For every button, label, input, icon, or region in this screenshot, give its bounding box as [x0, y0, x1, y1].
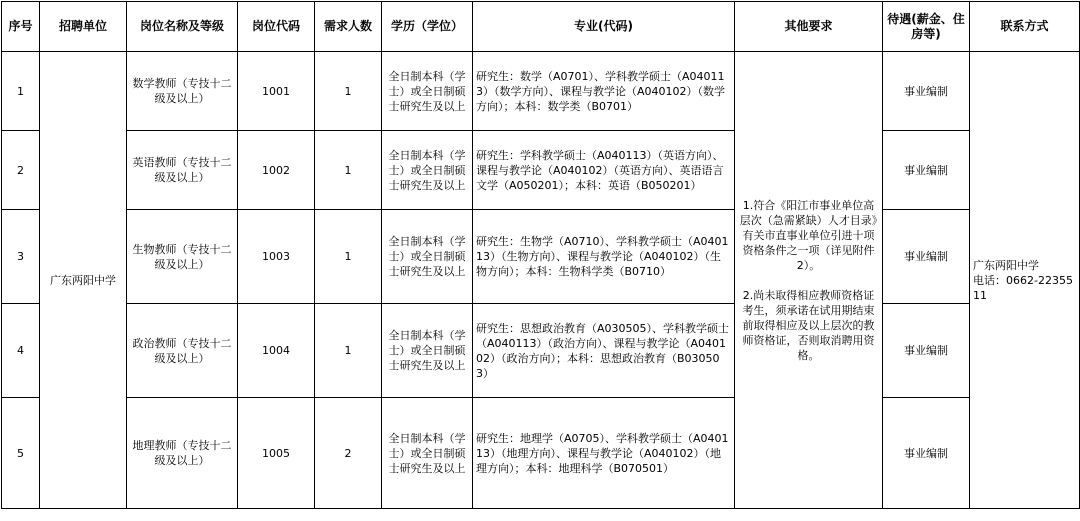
benefit-cell: 事业编制 [883, 210, 970, 304]
header-position: 岗位名称及等级 [127, 2, 238, 52]
count-cell: 1 [315, 52, 382, 131]
other-requirements-cell: 1.符合《阳江市事业单位高层次（急需紧缺）人才目录》有关市直事业单位引进十项资格条件之一项（详见附件2）。 2.尚未取得相应教师资格证考生，须承诺在试用期结束前取得相应及以上层次的教师资格证，否则取消聘用资格。 [735, 52, 883, 509]
benefit-cell: 事业编制 [883, 52, 970, 131]
code-cell: 1005 [238, 398, 315, 509]
header-unit: 招聘单位 [40, 2, 127, 52]
count-cell: 1 [315, 304, 382, 398]
table-row [2, 52, 1080, 131]
table-row [2, 131, 1080, 210]
contact-cell: 广东两阳中学 电话：0662-2235511 [970, 52, 1080, 509]
row-no: 4 [2, 304, 40, 398]
header-other: 其他要求 [735, 2, 883, 52]
header-row [2, 2, 1080, 52]
education-cell: 全日制本科（学士）或全日制硕士研究生及以上 [382, 398, 473, 509]
recruitment-table [1, 1, 1080, 509]
major-cell: 研究生：思想政治教育（A030505）、学科教学硕士（A040113）（政治方向）、课程与教学论（A040102）（政治方向）；本科：思想政治教育（B030503） [473, 304, 735, 398]
position-cell: 政治教师（专技十二级及以上） [127, 304, 238, 398]
benefit-cell: 事业编制 [883, 131, 970, 210]
code-cell: 1004 [238, 304, 315, 398]
row-no: 3 [2, 210, 40, 304]
table-row [2, 304, 1080, 398]
education-cell: 全日制本科（学士）或全日制硕士研究生及以上 [382, 304, 473, 398]
count-cell: 1 [315, 210, 382, 304]
header-code: 岗位代码 [238, 2, 315, 52]
header-no: 序号 [2, 2, 40, 52]
major-cell: 研究生：数学（A0701）、学科教学硕士（A040113）（数学方向）、课程与教学论（A040102）（数学方向）；本科：数学类（B0701） [473, 52, 735, 131]
education-cell: 全日制本科（学士）或全日制硕士研究生及以上 [382, 210, 473, 304]
header-major: 专业(代码) [473, 2, 735, 52]
header-benefit: 待遇(薪金、住房等) [883, 2, 970, 52]
position-cell: 英语教师（专技十二级及以上） [127, 131, 238, 210]
education-cell: 全日制本科（学士）或全日制硕士研究生及以上 [382, 52, 473, 131]
count-cell: 1 [315, 131, 382, 210]
code-cell: 1003 [238, 210, 315, 304]
row-no: 5 [2, 398, 40, 509]
table-row [2, 398, 1080, 509]
header-count: 需求人数 [315, 2, 382, 52]
count-cell: 2 [315, 398, 382, 509]
major-cell: 研究生：地理学（A0705）、学科教学硕士（A040113）（地理方向）、课程与教学论（A040102）（地理方向）；本科：地理科学（B070501） [473, 398, 735, 509]
row-no: 2 [2, 131, 40, 210]
code-cell: 1002 [238, 131, 315, 210]
code-cell: 1001 [238, 52, 315, 131]
position-cell: 数学教师（专技十二级及以上） [127, 52, 238, 131]
unit-cell: 广东两阳中学 [40, 52, 127, 509]
position-cell: 生物教师（专技十二级及以上） [127, 210, 238, 304]
table-row [2, 210, 1080, 304]
major-cell: 研究生：生物学（A0710）、学科教学硕士（A040113）（生物方向）、课程与教学论（A040102）（生物方向）；本科：生物科学类（B0710） [473, 210, 735, 304]
header-education: 学历（学位） [382, 2, 473, 52]
major-cell: 研究生：学科教学硕士（A040113）（英语方向）、课程与教学论（A040102）（英语方向）、英语语言文学（A050201）；本科：英语（B050201） [473, 131, 735, 210]
header-contact: 联系方式 [970, 2, 1080, 52]
position-cell: 地理教师（专技十二级及以上） [127, 398, 238, 509]
education-cell: 全日制本科（学士）或全日制硕士研究生及以上 [382, 131, 473, 210]
benefit-cell: 事业编制 [883, 398, 970, 509]
row-no: 1 [2, 52, 40, 131]
benefit-cell: 事业编制 [883, 304, 970, 398]
